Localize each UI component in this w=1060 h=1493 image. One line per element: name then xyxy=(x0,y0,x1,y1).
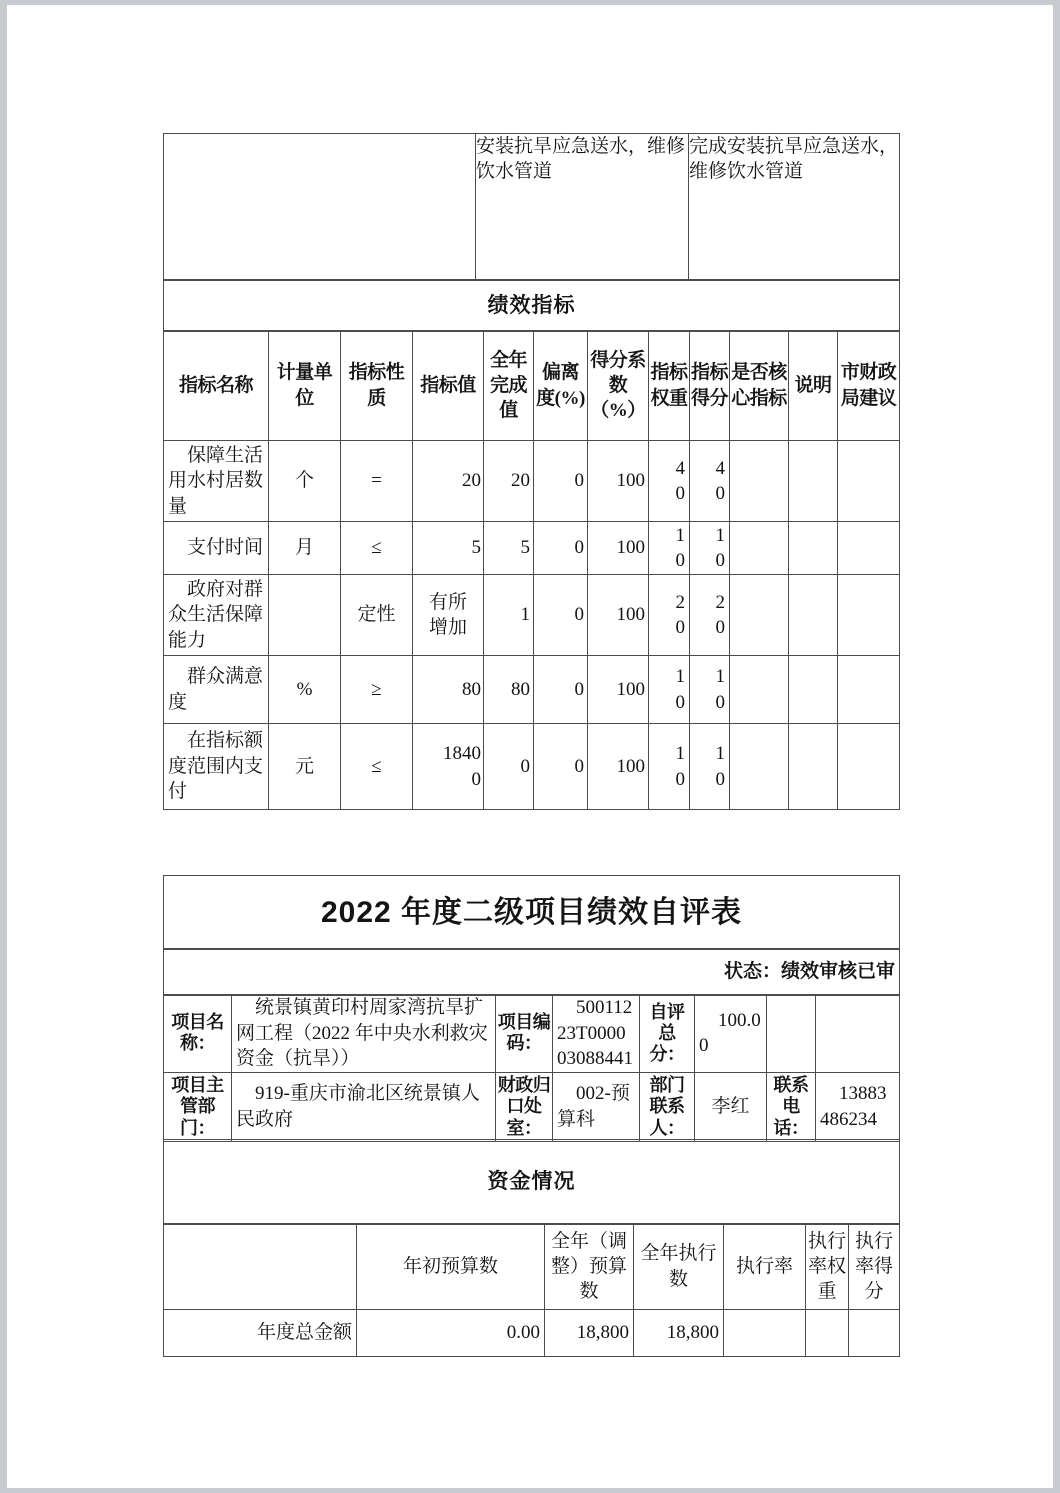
column-header: 执行率得分 xyxy=(849,1224,900,1310)
indicator-score: 40 xyxy=(690,441,730,522)
exec-rate-score-cell xyxy=(849,1310,900,1357)
status-cell xyxy=(164,949,900,996)
empty-cell xyxy=(816,995,900,1073)
indicator-name: 政府对群众生活保障能力 xyxy=(164,575,269,656)
indicator-completed: 0 xyxy=(484,724,534,810)
indicator-unit: 元 xyxy=(269,724,341,810)
indicator-unit: 月 xyxy=(269,522,341,575)
column-header: 得分系数（%） xyxy=(588,331,649,441)
indicator-deviation: 0 xyxy=(534,441,588,522)
table-row xyxy=(164,724,900,810)
indicators-header-row xyxy=(164,331,900,441)
document-content xyxy=(163,133,903,1423)
table-row xyxy=(164,441,900,522)
carryover-table xyxy=(163,133,900,281)
column-header: 年初预算数 xyxy=(357,1224,545,1310)
indicator-weight: 10 xyxy=(649,724,690,810)
indicator-note-cell xyxy=(789,522,838,575)
contact-label: 部门联系人： xyxy=(640,1072,695,1141)
column-header: 全年执行数 xyxy=(634,1224,724,1310)
self-score-value: 100.00 xyxy=(695,995,767,1073)
column-header: 指标权重 xyxy=(649,331,690,441)
phone-value: 13883486234 xyxy=(816,1072,900,1141)
indicator-core-cell xyxy=(730,724,789,810)
section-title-indicators: 绩效指标 xyxy=(164,280,900,332)
document-page xyxy=(7,5,1053,1488)
funds-data-row xyxy=(164,1310,900,1357)
indicator-nature: = xyxy=(341,441,413,522)
indicator-weight: 10 xyxy=(649,522,690,575)
indicator-score: 20 xyxy=(690,575,730,656)
indicator-advice-cell xyxy=(838,575,900,656)
initial-budget-value: 0.00 xyxy=(357,1310,545,1357)
indicator-deviation: 0 xyxy=(534,656,588,724)
indicator-coef: 100 xyxy=(588,522,649,575)
column-header xyxy=(164,1224,357,1310)
self-score-label: 自评总分： xyxy=(640,995,695,1073)
indicator-coef: 100 xyxy=(588,724,649,810)
indicator-completed: 5 xyxy=(484,522,534,575)
indicator-note-cell xyxy=(789,656,838,724)
indicator-nature: ≥ xyxy=(341,656,413,724)
contact-value: 李红 xyxy=(695,1072,767,1141)
status-label: 状态： xyxy=(723,961,781,983)
project-code-label: 项目编码： xyxy=(496,995,553,1073)
table-row xyxy=(164,949,900,996)
indicator-core-cell xyxy=(730,656,789,724)
indicator-name: 群众满意度 xyxy=(164,656,269,724)
exec-rate-weight-cell xyxy=(806,1310,849,1357)
table-row xyxy=(164,656,900,724)
indicator-score: 10 xyxy=(690,724,730,810)
indicator-completed: 20 xyxy=(484,441,534,522)
self-eval-title-bar xyxy=(163,875,900,950)
indicator-note-cell xyxy=(789,575,838,656)
performance-indicators-table xyxy=(163,330,900,810)
indicator-advice-cell xyxy=(838,656,900,724)
indicator-deviation: 0 xyxy=(534,724,588,810)
indicator-coef: 100 xyxy=(588,441,649,522)
column-header: 执行率权重 xyxy=(806,1224,849,1310)
fiscal-office-label: 财政归口处室： xyxy=(496,1072,553,1141)
indicator-unit: % xyxy=(269,656,341,724)
dept-label: 项目主管部门： xyxy=(164,1072,232,1141)
indicator-core-cell xyxy=(730,522,789,575)
table-row xyxy=(164,876,900,950)
indicator-target: 18400 xyxy=(413,724,484,810)
indicator-unit xyxy=(269,575,341,656)
column-header: 市财政局建议 xyxy=(838,331,900,441)
column-header: 是否核心指标 xyxy=(730,331,789,441)
status-bar xyxy=(163,948,900,996)
indicator-target: 80 xyxy=(413,656,484,724)
table-row xyxy=(164,280,900,332)
column-header: 指标值 xyxy=(413,331,484,441)
table-row xyxy=(164,134,900,281)
indicator-advice-cell xyxy=(838,441,900,522)
empty-cell xyxy=(767,995,816,1073)
table-row xyxy=(164,522,900,575)
status-badge: 绩效审核已审 xyxy=(780,961,895,983)
indicator-deviation: 0 xyxy=(534,522,588,575)
exec-rate-cell xyxy=(724,1310,806,1357)
project-name-label: 项目名称： xyxy=(164,995,232,1073)
project-name-row xyxy=(164,995,900,1073)
indicator-score: 10 xyxy=(690,656,730,724)
project-code-value: 50011223T000003088441 xyxy=(553,995,640,1073)
column-header: 全年完成值 xyxy=(484,331,534,441)
dept-value: 919-重庆市渝北区统景镇人民政府 xyxy=(232,1072,496,1141)
phone-label: 联系电话： xyxy=(767,1072,816,1141)
indicator-name: 在指标额度范围内支付 xyxy=(164,724,269,810)
column-header: 指标得分 xyxy=(690,331,730,441)
page-title: 2022 年度二级项目绩效自评表 xyxy=(164,876,900,950)
indicator-completed: 80 xyxy=(484,656,534,724)
indicator-target: 有所增加 xyxy=(413,575,484,656)
executed-value: 18,800 xyxy=(634,1310,724,1357)
indicator-advice-cell xyxy=(838,522,900,575)
indicator-weight: 20 xyxy=(649,575,690,656)
indicator-completed: 1 xyxy=(484,575,534,656)
project-dept-row xyxy=(164,1072,900,1141)
indicator-nature: ≤ xyxy=(341,522,413,575)
project-name-value: 统景镇黄印村周家湾抗旱扩网工程（2022 年中央水利救灾资金（抗旱）） xyxy=(232,995,496,1073)
indicator-target: 20 xyxy=(413,441,484,522)
indicators-section-bar xyxy=(163,279,900,332)
adjusted-budget-value: 18,800 xyxy=(545,1310,634,1357)
indicator-unit: 个 xyxy=(269,441,341,522)
indicator-core-cell xyxy=(730,575,789,656)
column-header: 说明 xyxy=(789,331,838,441)
column-header: 指标名称 xyxy=(164,331,269,441)
funds-section-bar xyxy=(163,1139,900,1225)
indicator-advice-cell xyxy=(838,724,900,810)
indicator-target: 5 xyxy=(413,522,484,575)
indicator-nature: ≤ xyxy=(341,724,413,810)
funds-header-row xyxy=(164,1224,900,1310)
fiscal-office-value: 002-预算科 xyxy=(553,1072,640,1141)
table-row xyxy=(164,575,900,656)
indicator-name: 支付时间 xyxy=(164,522,269,575)
indicator-coef: 100 xyxy=(588,656,649,724)
indicator-score: 10 xyxy=(690,522,730,575)
indicator-note-cell xyxy=(789,724,838,810)
project-info-table xyxy=(163,994,900,1142)
indicator-nature: 定性 xyxy=(341,575,413,656)
indicator-core-cell xyxy=(730,441,789,522)
column-header: 执行率 xyxy=(724,1224,806,1310)
column-header: 计量单位 xyxy=(269,331,341,441)
actual-measures-cell: 完成安装抗旱应急送水，维修饮水管道 xyxy=(689,134,900,281)
planned-measures-cell: 安装抗旱应急送水，维修饮水管道 xyxy=(476,134,689,281)
empty-cell xyxy=(164,134,476,281)
column-header: 偏离度(%) xyxy=(534,331,588,441)
indicator-note-cell xyxy=(789,441,838,522)
column-header: 指标性质 xyxy=(341,331,413,441)
column-header: 全年（调整）预算数 xyxy=(545,1224,634,1310)
indicator-deviation: 0 xyxy=(534,575,588,656)
funds-table xyxy=(163,1223,900,1357)
section-title-funds: 资金情况 xyxy=(164,1140,900,1225)
indicator-coef: 100 xyxy=(588,575,649,656)
indicator-name: 保障生活用水村居数量 xyxy=(164,441,269,522)
indicator-weight: 10 xyxy=(649,656,690,724)
indicator-weight: 40 xyxy=(649,441,690,522)
table-row xyxy=(164,1140,900,1225)
funds-item-label: 年度总金额 xyxy=(164,1310,357,1357)
